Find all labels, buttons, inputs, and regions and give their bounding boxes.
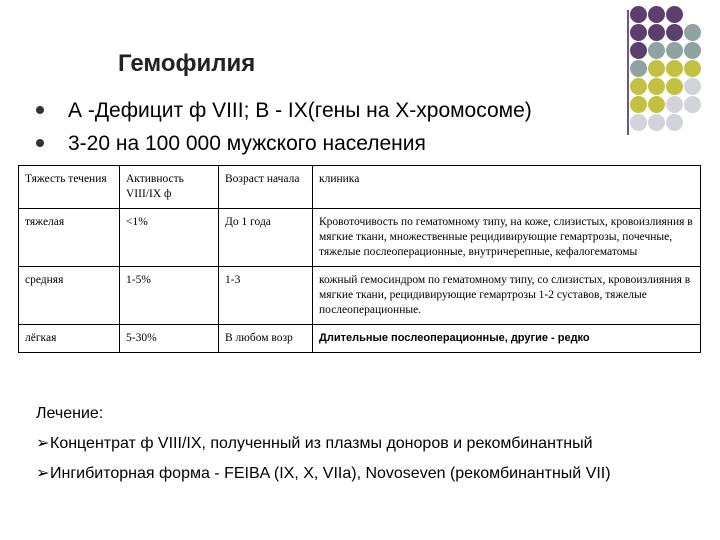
treatment-item bbox=[36, 434, 686, 454]
decorative-dot bbox=[648, 96, 665, 113]
table-cell: лёгкая bbox=[19, 325, 120, 353]
table-cell: тяжелая bbox=[19, 209, 120, 267]
decorative-dot bbox=[648, 114, 665, 131]
header-cell: Возраст начала bbox=[219, 166, 313, 209]
decorative-dot bbox=[648, 78, 665, 95]
decorative-dot bbox=[684, 24, 701, 41]
decorative-dot bbox=[666, 96, 683, 113]
bullet-text: 3-20 на 100 000 мужского населения bbox=[68, 132, 426, 155]
bullet-text: А -Дефицит ф VIII; В - IX(гены на Х-хромосоме) bbox=[68, 99, 532, 122]
decorative-dot bbox=[666, 60, 683, 77]
decorative-dot bbox=[648, 60, 665, 77]
table-cell: кожный гемосиндром по гематомному типу, со слизистых, кровоизлияния в мягкие ткани, рецидивирующие гемартрозы 1-2 суставов, тяжелые послеоперационные. bbox=[313, 267, 701, 325]
decorative-dot bbox=[630, 42, 647, 59]
table-cell: В любом возр bbox=[219, 325, 313, 353]
decorative-dot bbox=[684, 60, 701, 77]
decorative-dot bbox=[666, 42, 683, 59]
decorative-dot bbox=[666, 6, 683, 23]
table-cell: Кровоточивость по гематомному типу, на коже, слизистых, кровоизлияния в мягкие ткани, множественные рецидивирующие гемартрозы, почечные, тяжелые послеоперационные, внутричерепные, кефалогематомы bbox=[313, 209, 701, 267]
bullet-item bbox=[36, 94, 532, 127]
arrow-bullet-icon: ➢ bbox=[36, 435, 50, 452]
decorative-dot bbox=[630, 78, 647, 95]
table-row bbox=[19, 325, 701, 353]
decorative-dot-grid bbox=[612, 6, 718, 136]
bullet-icon bbox=[36, 139, 44, 147]
treatment-section bbox=[36, 404, 686, 494]
header-cell: клиника bbox=[313, 166, 701, 209]
decorative-dot bbox=[666, 114, 683, 131]
decorative-dot bbox=[648, 42, 665, 59]
decorative-dot bbox=[684, 78, 701, 95]
decorative-dot bbox=[630, 24, 647, 41]
table-row bbox=[19, 267, 701, 325]
treatment-heading: Лечение: bbox=[36, 405, 104, 422]
treatment-item bbox=[36, 464, 686, 484]
header-cell: Активность VIII/IX ф bbox=[120, 166, 219, 209]
table-cell: 1-3 bbox=[219, 267, 313, 325]
table-header-row bbox=[19, 166, 701, 209]
bullet-list bbox=[36, 94, 532, 160]
decorative-dot bbox=[648, 6, 665, 23]
decorative-dot bbox=[630, 114, 647, 131]
table-cell: До 1 года bbox=[219, 209, 313, 267]
decorative-dot bbox=[666, 78, 683, 95]
header-cell: Тяжесть течения bbox=[19, 166, 120, 209]
table-cell: 1-5% bbox=[120, 267, 219, 325]
decorative-dot bbox=[648, 24, 665, 41]
treatment-text: Ингибиторная форма - FEIBA (IX, X, VIIa), Novoseven (рекомбинантный VII) bbox=[50, 465, 611, 482]
bullet-item bbox=[36, 127, 532, 160]
decorative-dot bbox=[684, 42, 701, 59]
decorative-dot bbox=[630, 96, 647, 113]
decorative-dot bbox=[666, 24, 683, 41]
page-title: Гемофилия bbox=[118, 50, 256, 77]
arrow-bullet-icon: ➢ bbox=[36, 465, 50, 482]
bullet-icon bbox=[36, 106, 44, 114]
table-cell: Длительные послеоперационные, другие - редко bbox=[313, 325, 701, 353]
severity-table bbox=[18, 165, 701, 353]
table-cell: средняя bbox=[19, 267, 120, 325]
table-cell: 5-30% bbox=[120, 325, 219, 353]
treatment-text: Концентрат ф VIII/IX, полученный из плазмы доноров и рекомбинантный bbox=[50, 435, 593, 452]
table-row bbox=[19, 209, 701, 267]
table-cell: <1% bbox=[120, 209, 219, 267]
decorative-dot bbox=[684, 96, 701, 113]
decorative-dot bbox=[630, 60, 647, 77]
decorative-dot bbox=[630, 6, 647, 23]
